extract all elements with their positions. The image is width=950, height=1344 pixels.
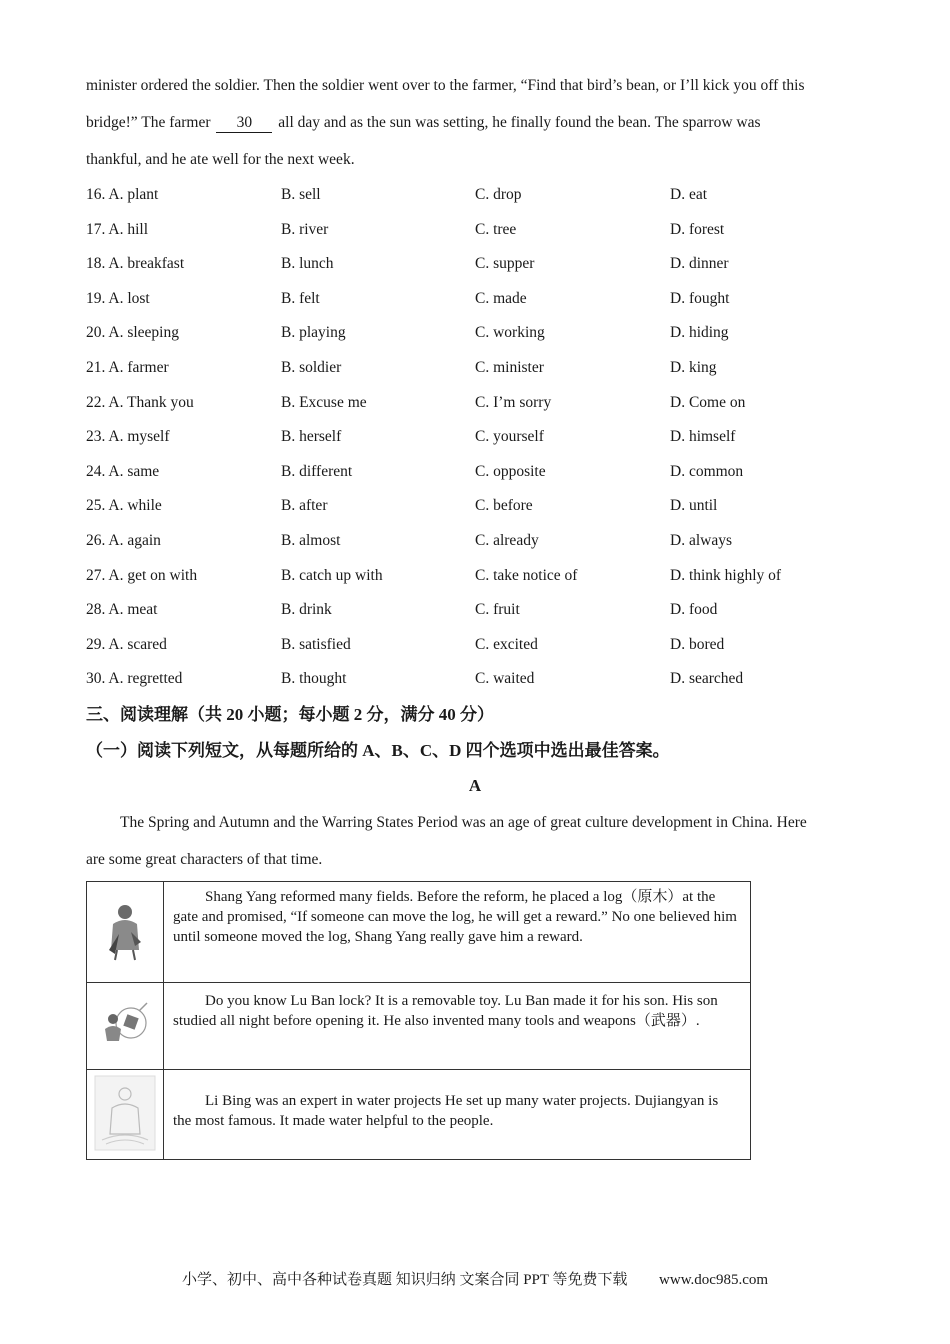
portrait-cell bbox=[87, 882, 164, 983]
passage-line-2: bridge!” The farmer 30 all day and as the sun was setting, he finally found the bean. The sparrow was bbox=[86, 114, 761, 131]
option-row bbox=[86, 526, 866, 561]
option-row bbox=[86, 664, 866, 699]
option-a: 20. A. sleeping bbox=[86, 324, 179, 342]
option-a: 17. A. hill bbox=[86, 220, 149, 238]
blank-30: 30 bbox=[216, 114, 272, 133]
passage-line-1: minister ordered the soldier. Then the soldier went over to the farmer, “Find that bird’s bean, or I’ll kick you off this bbox=[86, 77, 805, 94]
option-c: C. minister bbox=[475, 358, 544, 376]
option-b: B. thought bbox=[281, 670, 347, 688]
option-b: B. after bbox=[281, 497, 328, 515]
option-a: 19. A. lost bbox=[86, 289, 150, 307]
reading-intro bbox=[86, 804, 866, 878]
option-a: 30. A. regretted bbox=[86, 670, 183, 688]
option-c: C. excited bbox=[475, 635, 538, 653]
footer-url[interactable]: www.doc985.com bbox=[659, 1272, 769, 1288]
option-b: B. satisfied bbox=[281, 635, 351, 653]
option-row bbox=[86, 422, 866, 457]
option-c: C. take notice of bbox=[475, 566, 578, 584]
option-d: D. bored bbox=[670, 635, 725, 653]
option-d: D. dinner bbox=[670, 255, 729, 273]
option-c: C. supper bbox=[475, 255, 535, 273]
option-a: 18. A. breakfast bbox=[86, 255, 185, 273]
character-text: Do you know Lu Ban lock? It is a removable toy. Lu Ban made it for his son. His son studied all night before opening it. He also invented many tools and weapons（武器）. bbox=[164, 983, 751, 1070]
option-d: D. think highly of bbox=[670, 566, 782, 584]
table-row bbox=[87, 983, 751, 1070]
lock-toy-portrait-icon bbox=[95, 983, 155, 1067]
part-label: A bbox=[468, 776, 482, 795]
intro-line-1: The Spring and Autumn and the Warring States Period was an age of great culture development in China. Here bbox=[120, 814, 807, 831]
passage-line-3: thankful, and he ate well for the next week. bbox=[86, 151, 355, 168]
option-row bbox=[86, 318, 866, 353]
option-a: 28. A. meat bbox=[86, 601, 158, 619]
option-row bbox=[86, 561, 866, 596]
section-title: 三、阅读理解（共 20 小题；每小题 2 分，满分 40 分） bbox=[86, 705, 494, 724]
option-a: 24. A. same bbox=[86, 462, 160, 480]
option-b: B. playing bbox=[281, 324, 346, 342]
page-footer bbox=[0, 1268, 950, 1289]
option-row bbox=[86, 215, 866, 250]
option-d: D. himself bbox=[670, 428, 736, 446]
option-c: C. before bbox=[475, 497, 533, 515]
option-c: C. fruit bbox=[475, 601, 520, 619]
option-a: 16. A. plant bbox=[86, 186, 159, 203]
option-row bbox=[86, 249, 866, 284]
table-row bbox=[87, 882, 751, 983]
option-a: 22. A. Thank you bbox=[86, 393, 194, 411]
option-row bbox=[86, 388, 866, 423]
option-c: C. tree bbox=[475, 220, 517, 238]
option-b: B. river bbox=[281, 220, 329, 238]
option-d: D. Come on bbox=[670, 393, 746, 411]
option-row bbox=[86, 595, 866, 630]
option-row bbox=[86, 491, 866, 526]
option-c: C. made bbox=[475, 289, 527, 307]
sketch-portrait-icon bbox=[92, 1070, 158, 1156]
option-a: 29. A. scared bbox=[86, 635, 167, 653]
character-text: Shang Yang reformed many fields. Before the reform, he placed a log（原木）at the gate and promised, “If someone can move the log, he will get a reward.” No one believed him until someone moved the log, Shang Yang really gave him a reward. bbox=[164, 882, 751, 983]
portrait-cell bbox=[87, 983, 164, 1070]
section-subtitle: （一）阅读下列短文，从每题所给的 A、B、C、D 四个选项中选出最佳答案。 bbox=[86, 741, 670, 760]
option-c: C. working bbox=[475, 324, 545, 342]
option-c: C. drop bbox=[475, 186, 522, 203]
option-b: B. soldier bbox=[281, 358, 342, 376]
option-row bbox=[86, 284, 866, 319]
option-b: B. lunch bbox=[281, 255, 334, 273]
option-b: B. catch up with bbox=[281, 566, 383, 584]
option-a: 25. A. while bbox=[86, 497, 162, 515]
option-row bbox=[86, 353, 866, 388]
option-c: C. already bbox=[475, 531, 539, 549]
option-d: D. common bbox=[670, 462, 744, 480]
intro-line-2: are some great characters of that time. bbox=[86, 851, 323, 868]
option-d: D. hiding bbox=[670, 324, 729, 342]
option-b: B. almost bbox=[281, 531, 341, 549]
characters-table bbox=[86, 881, 751, 1160]
option-row bbox=[86, 180, 866, 215]
option-row bbox=[86, 457, 866, 492]
option-a: 26. A. again bbox=[86, 531, 161, 549]
option-a: 21. A. farmer bbox=[86, 358, 169, 376]
option-row bbox=[86, 630, 866, 665]
option-b: B. Excuse me bbox=[281, 393, 367, 411]
option-b: B. felt bbox=[281, 289, 320, 307]
option-d: D. forest bbox=[670, 220, 725, 238]
option-c: C. yourself bbox=[475, 428, 544, 446]
figure-portrait-icon bbox=[95, 882, 155, 977]
option-d: D. eat bbox=[670, 186, 708, 203]
footer-text: 小学、初中、高中各种试卷真题 知识归纳 文案合同 PPT 等免费下载 bbox=[181, 1272, 628, 1288]
option-c: C. waited bbox=[475, 670, 535, 688]
option-d: D. king bbox=[670, 358, 717, 376]
option-c: C. opposite bbox=[475, 462, 546, 480]
option-b: B. sell bbox=[281, 186, 321, 203]
option-d: D. always bbox=[670, 531, 732, 549]
character-text: Li Bing was an expert in water projects He set up many water projects. Dujiangyan is the most famous. It made water helpful to the people. bbox=[164, 1070, 751, 1160]
option-a: 23. A. myself bbox=[86, 428, 170, 446]
table-row bbox=[87, 1070, 751, 1160]
option-d: D. searched bbox=[670, 670, 744, 688]
option-d: D. fought bbox=[670, 289, 730, 307]
option-d: D. food bbox=[670, 601, 718, 619]
passage-tail bbox=[86, 67, 866, 178]
option-b: B. drink bbox=[281, 601, 332, 619]
option-d: D. until bbox=[670, 497, 718, 515]
portrait-cell bbox=[87, 1070, 164, 1160]
option-a: 27. A. get on with bbox=[86, 566, 198, 584]
option-b: B. herself bbox=[281, 428, 342, 446]
option-c: C. I’m sorry bbox=[475, 393, 552, 411]
options-list bbox=[86, 180, 866, 699]
option-b: B. different bbox=[281, 462, 353, 480]
